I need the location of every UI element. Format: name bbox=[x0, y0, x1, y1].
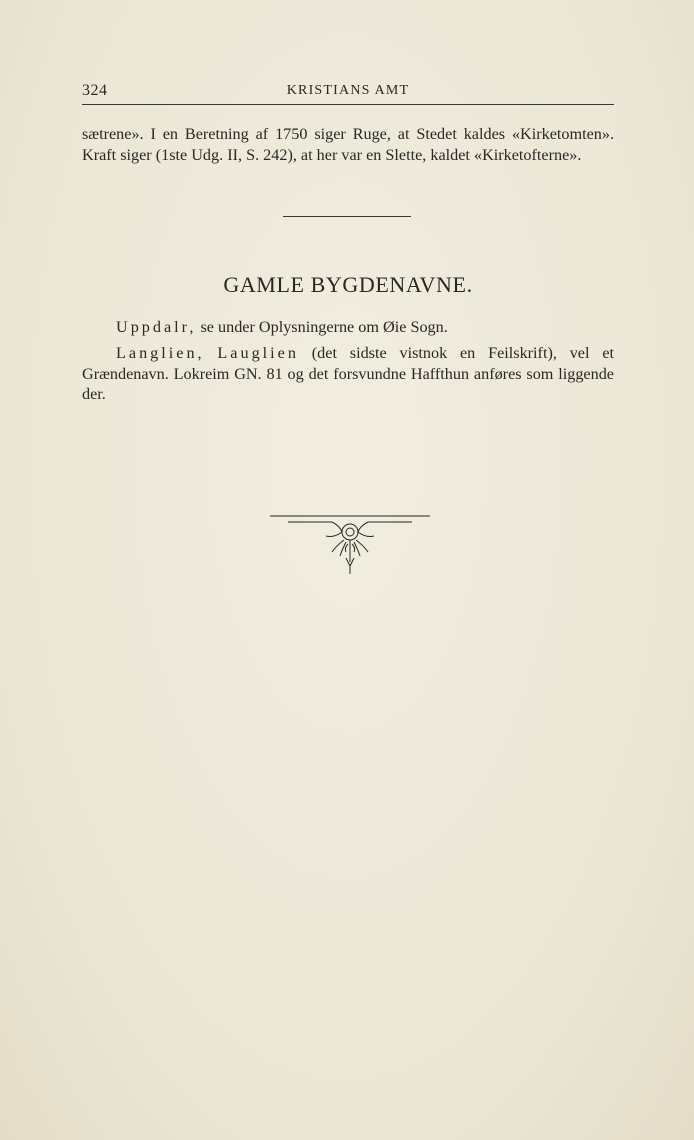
running-head bbox=[82, 82, 614, 106]
header-rule bbox=[82, 104, 614, 105]
running-title: KRISTIANS AMT bbox=[286, 83, 410, 98]
place-name-langlien: Langlien, bbox=[116, 344, 205, 362]
paragraph-3 bbox=[82, 343, 614, 405]
paragraph-2-text: se under Oplysningerne om Øie Sogn. bbox=[196, 318, 448, 336]
section-title: GAMLE BYGDENAVNE. bbox=[223, 272, 473, 297]
place-name-uppdalr: Uppdalr, bbox=[116, 318, 197, 336]
paragraph-2 bbox=[82, 317, 614, 338]
page-number: 324 bbox=[82, 82, 108, 99]
paragraph-1: sætrene». I en Beretning af 1750 siger Ruge, at Stedet kaldes «Kirketomten». Kraft siger (1ste Udg. II, S. 242), at her var en Slette, kaldet «Kirketofterne». bbox=[82, 125, 614, 164]
tailpiece-ornament-icon bbox=[270, 510, 430, 580]
place-name-lauglien: Lauglien bbox=[217, 344, 299, 362]
paragraph-3-text: (det sidste vistnok en Feilskrift), vel et Grændenavn. Lokreim GN. 81 og det forsvundne Haffthun anføres som liggende der. bbox=[82, 344, 614, 403]
section-separator-rule bbox=[283, 216, 411, 217]
